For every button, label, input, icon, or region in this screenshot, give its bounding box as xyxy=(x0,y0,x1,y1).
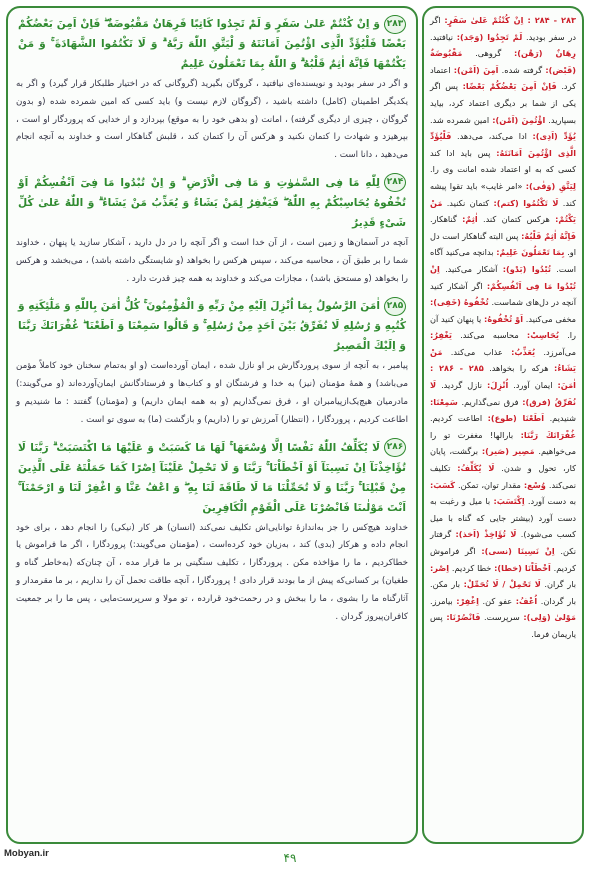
glossary-term: يَغْفِرُ: xyxy=(430,330,452,341)
glossary-term: فَاِنَّهُ اٰثِمٌ قَلْبُهُ: xyxy=(521,230,576,241)
verse-number-badge: ۲۸۶ xyxy=(384,438,406,457)
verse-translation: خداوند هیچ‌کس را جز به‌اندازهٔ توانایی‌اش تکلیف نمی‌کند (انسان) هر کار (نیکی) را انجام دهد ، برای خود انجام داده و هرکار (بدی) کند ، به‌زیان خود کرده‌است ، (مؤمنان می‌گویند:) پروردگارا ، اگر ما فراموش یا خطاکردیم ، ما را مؤاخذه مکن . پروردگارا ، تکلیف سنگینی بر ما قرار مده ، آن چنان‌که (به‌خاطر گناه و طغیان) بر کسانی‌که پیش از ما بودند قرار دادی ! پروردگارا ، آنچه طاقت تحمل آن را نداریم ، بر ما مقرمدار و آثارگناه ما را بشوی ، ما را ببخش و در رحمت‌خود قرارده ، تو مولا و سرپرست‌مایی ، پس ما را بر جمعیت کافران‌پیروز گردان . xyxy=(16,522,408,622)
glossary-term: اِصْر: xyxy=(430,562,450,573)
glossary-term: سَمِعْنَا: xyxy=(430,396,458,407)
glossary-term: مَقْبُوضَةٌ (قَبْض): xyxy=(430,48,576,75)
glossary-term: اُنْزِلَ: xyxy=(486,380,509,391)
glossary-term: رِهَانٌ (رَهْن): xyxy=(514,48,576,59)
glossary-term: يُحَاسِبْ: xyxy=(526,330,559,341)
glossary-definition: پس اگر یکی از شما بر دیگری اعتماد کرد، بیاید بسپارید. xyxy=(430,81,576,125)
glossary-term: تُخْفُوهُ (خَفِى): xyxy=(430,297,489,308)
glossary-definition: آشکار می‌کنید. xyxy=(439,263,503,274)
glossary-term: اِنْ نَسِينَا (نسی): xyxy=(481,546,555,556)
glossary-definition: شنیدیم. xyxy=(544,413,576,424)
glossary-term: مَوْلىٰ (وَلِی): xyxy=(523,612,576,623)
glossary-term: اِغْفِرْ: xyxy=(456,595,479,606)
glossary-term: غُفْرَانَكَ رَبَّنَا: xyxy=(520,429,576,440)
glossary-term: وُسْع: xyxy=(523,479,546,490)
glossary-definition: برگشت، پایان کار، تحول و شدن. xyxy=(430,446,577,474)
glossary-definition: امین شمرده شد. xyxy=(430,114,493,125)
glossary-term: فَلْيُؤَدِّ الَّذِى اؤْتُمِنَ اَمَانَتَهُ: xyxy=(430,131,576,158)
glossary-term: فَاِنْ اَمِنَ بَعْضُكُمْ بَعْضًا: xyxy=(462,81,557,92)
arabic-verse xyxy=(14,171,410,233)
verse-number-badge: ۲۸۳ xyxy=(384,15,406,34)
glossary-text xyxy=(430,12,576,643)
arabic-verse-text: اٰمَنَ الرَّسُولُ بِمَا اُنْزِلَ اِلَيْهِ مِنْ رَبِّهِ وَ الْمُؤْمِنُونَ ۚ كُلٌّ اٰمَنَ بِاللّٰهِ وَ مَلٰٓئِكَتِهِ وَ كُتُبِهِ وَ رُسُلِهِ لَا نُفَرِّقُ بَيْنَ اَحَدٍ مِنْ رُسُلِهِ ۚ وَ قَالُوا سَمِعْنَا وَ اَطَعْنَا ۖ غُفْرَانَكَ رَبَّنَا وَ اِلَيْكَ الْمَصِيرُ xyxy=(18,300,406,353)
glossary-term: لَا تَكْتُمُوا (كتم): xyxy=(493,197,559,208)
glossary-definition: اگر فراموش کردیم. xyxy=(430,546,576,573)
glossary-term: اِكْتَسَبَ: xyxy=(493,496,525,507)
glossary-definition: فرق نمی‌گذاریم. xyxy=(457,396,523,407)
glossary-definition: پس البته گناهکار است دل او. xyxy=(430,230,576,258)
glossary-term: اَخْطَاْنَا (خطا): xyxy=(494,562,551,573)
glossary-definition: اگر در سفر بودید. xyxy=(430,15,576,42)
glossary-definition: ایمان آورد. xyxy=(508,380,558,391)
glossary-term: اٰثِمٌ: xyxy=(462,214,478,225)
glossary-definition: بار مکن. xyxy=(430,579,464,590)
glossary-definition: «امر غایب» باید تقوا پیشه کند. xyxy=(430,180,576,208)
glossary-definition: گرفته شده. xyxy=(498,64,546,75)
glossary-definition: مخفی می‌کنید. xyxy=(523,313,577,324)
glossary-definition: عذاب می‌کند. xyxy=(442,346,512,357)
verse-number-badge: ۲۸۴ xyxy=(384,173,406,192)
glossary-term: كَسَبَ: xyxy=(430,479,456,490)
glossary-definition: تکلیف نمی‌کند. xyxy=(430,463,576,490)
glossary-term: يُؤَدِّ (اَدِی): xyxy=(532,131,577,142)
glossary-term: اِنْ تُبْدُوا مَا فِى اَنْفُسِكُمْ: xyxy=(430,263,576,291)
glossary-term: اُعْفُ: xyxy=(515,595,538,606)
glossary-definition: یا پنهان کنید آن را. xyxy=(430,313,576,341)
glossary-definition: به دست آورد. xyxy=(524,496,577,507)
glossary-definition: هرکس کتمان کند. xyxy=(477,214,556,225)
arabic-verse-text: وَ اِنْ كُنْتُمْ عَلىٰ سَفَرٍ وَ لَمْ تَجِدُوا كَاتِبًا فَرِهَانٌ مَقْبُوضَةٌ ۖ فَاِنْ اَمِنَ بَعْضُكُمْ بَعْضًا فَلْيُؤَدِّ الَّذِى اؤْتُمِنَ اَمَانَتَهُ وَ لْيَتَّقِ اللّٰهَ رَبَّهُ ۗ وَ لَا تَكْتُمُوا الشَّهَادَةَ ۚ وَ مَنْ يَكْتُمْهَا فَاِنَّهُ اٰثِمٌ قَلْبُهُ ۗ وَ اللّٰهُ بِمَا تَعْمَلُونَ عَلِيمٌ xyxy=(18,18,406,70)
glossary-term: فَانْصُرْنَا: xyxy=(446,612,481,623)
verse-number-badge: ۲۸۵ xyxy=(384,297,406,316)
glossary-definition: پس یاریمان فرما. xyxy=(430,612,576,639)
glossary-term: مَصِير (صَير): xyxy=(481,446,535,457)
glossary-definition: هرکه را بخواهد. xyxy=(483,363,555,374)
glossary-definition: بارالها! مغفرت تو را می‌خواهیم. xyxy=(430,429,576,457)
glossary-term: اَوْ تُخْفُوهُ: xyxy=(484,313,524,324)
glossary-definition: خطا کردیم. xyxy=(449,562,495,573)
glossary-definition: با میل و رغبت به دست آورد (بیشتر جایی که گناه با میل کسب می‌شود). xyxy=(430,496,576,540)
glossary-definition: اطاعت کردیم. xyxy=(430,413,488,424)
glossary-term: لَا تَحْمِلْ / لَا تُحَمِّلْ: xyxy=(463,579,541,590)
glossary-term: مَنْ يَشَاءُ: xyxy=(430,346,576,374)
glossary-definition: بدانچه می‌کنید آگاه است. xyxy=(430,247,576,274)
glossary-term: بِمَا تَعْمَلُونَ عَلِيمٌ: xyxy=(496,247,565,258)
glossary-term: لَا تُؤَاخِذْ (اَخذ): xyxy=(455,529,517,540)
glossary-term: مَنْ يَكْتُمْ: xyxy=(430,197,576,225)
glossary-definition: اگر آشکار کنید آنچه در دل‌های شماست. xyxy=(430,280,576,308)
glossary-definition: گروهی. xyxy=(462,48,514,59)
glossary-term: تُبْدُوا (بَدْو): xyxy=(502,263,551,274)
glossary-term: لَمْ تَجِدُوا (وَجَد): xyxy=(456,31,523,42)
glossary-definition: بار گران. xyxy=(540,579,576,590)
page-number: ۴۹ xyxy=(283,851,297,865)
site-watermark[interactable]: Mobyan.ir xyxy=(4,848,49,859)
glossary-definition: گناهکار. xyxy=(430,214,463,225)
glossary-definition: مقدار توان، تمکن. xyxy=(455,479,524,490)
main-text-panel xyxy=(6,6,418,844)
arabic-verse xyxy=(14,12,410,74)
verses-container xyxy=(8,12,416,626)
glossary-verse-range: ۲۸۵ - ۲۸۶ : xyxy=(430,363,484,374)
glossary-term: لَا نُفَرِّقُ (فرق): xyxy=(430,380,576,407)
glossary-definition: عفو کن. xyxy=(478,595,516,606)
arabic-verse xyxy=(14,294,410,356)
glossary-definition: نیافتید. xyxy=(430,31,457,42)
arabic-verse-text: لَا يُكَلِّفُ اللّٰهُ نَفْسًا اِلَّا وُسْعَهَا ۚ لَهَا مَا كَسَبَتْ وَ عَلَيْهَا مَا اكْتَسَبَتْ ۗ رَبَّنَا لَا تُؤَاخِذْنَآ اِنْ نَسِينَآ اَوْ اَخْطَاْنَا ۚ رَبَّنَا وَ لَا تَحْمِلْ عَلَيْنَآ اِصْرًا كَمَا حَمَلْتَهُ عَلَى الَّذِينَ مِنْ قَبْلِنَا ۚ رَبَّنَا وَ لَا تُحَمِّلْنَا مَا لَا طَاقَةَ لَنَا بِهِ ۖ وَ اعْفُ عَنَّا وَ اغْفِرْ لَنَا وَ ارْحَمْنَآ ۚ اَنْتَ مَوْلٰىنَا فَانْصُرْنَا عَلَى الْقَوْمِ الْكَافِرِينَ xyxy=(18,441,406,514)
glossary-term: اٰمَنَ: xyxy=(557,380,576,391)
glossary-definition: بیامرز. xyxy=(430,595,457,606)
glossary-definition: پس باید ادا کند کسی که به او اعتماد شده امانت وی را. xyxy=(430,147,576,175)
glossary-term: اَطَعْنَا (طوع): xyxy=(487,413,545,424)
glossary-definition: ادا می‌کند، می‌دهد. xyxy=(451,131,533,142)
glossary-term: يُعَذِّبُ: xyxy=(511,346,536,357)
glossary-definition: کتمان نکنید. xyxy=(442,197,494,208)
glossary-definition: محاسبه می‌کند. xyxy=(451,330,527,341)
glossary-term: اَمِنَ (اَمْن): xyxy=(453,64,499,75)
glossary-definition: سرپرست. xyxy=(480,612,524,623)
arabic-verse-text: لِلّٰهِ مَا فِى السَّمٰوٰتِ وَ مَا فِى الْاَرْضِ ۗ وَ اِنْ تُبْدُوا مَا فِىٓ اَنْفُسِكُمْ اَوْ تُخْفُوهُ يُحَاسِبْكُمْ بِهِ اللّٰهُ ۖ فَيَغْفِرُ لِمَنْ يَشَاءُ وَ يُعَذِّبُ مَنْ يَشَاءُ ۗ وَ اللّٰهُ عَلىٰ كُلِّ شَىْءٍ قَدِيرٌ xyxy=(18,176,406,229)
glossary-definition: نازل گردید. xyxy=(436,380,487,391)
arabic-verse xyxy=(14,436,410,518)
glossary-term: اؤْتُمِنَ (اَمْن): xyxy=(492,114,546,125)
glossary-definition: می‌آمرزد. xyxy=(535,346,576,357)
glossary-verse-range: ۲۸۳ - ۲۸۴ : xyxy=(523,15,577,25)
glossary-definition: بار گردان. xyxy=(537,595,576,606)
glossary-panel xyxy=(422,6,584,844)
verse-translation: آنچه در آسمان‌ها و زمین است ، از آن خدا است و اگر آنچه را در دل دارید ، آشکار سازید یا پنهان ، خداوند شما را بر طبق آن ، محاسبه می‌کند ، سپس هرکس را بخواهد (و شایستگی داشته باشد) ، می‌بخشد و هرکس را بخواهد (و مستحق باشد) ، مجازات می‌کند و خداوند به همه چیز قدرت دارد . xyxy=(16,237,408,284)
glossary-term: لِيَتَّقِ (وَقٰی): xyxy=(525,180,576,191)
glossary-definition: اعتماد کرد. xyxy=(430,64,576,92)
verse-translation: پیامبر ، به آنچه از سوی پروردگارش بر او نازل شده ، ایمان آورده‌است (و او به‌تمام سخنان خود کاملاً مؤمن می‌باشد) و همهٔ مؤمنان (نیز) به خدا و فرشتگان او و کتاب‌ها و فرستادگانش ایمان‌آورده‌اند (و می‌گویند:) ما‌درمیان هیچ‌یک‌ازپیامبران او ، فرق نمی‌گذاریم (و به همه ایمان داریم) و (مؤمنان) گفتند : ما شنیدیم و اطاعت کردیم ، پروردگارا ، (انتظار) آمرزش تو را (داریم) و بازگشت (ما) به سوی تو است . xyxy=(16,361,408,425)
glossary-term: اِنْ كُنْتُمْ عَلىٰ سَفَرٍ: xyxy=(444,15,524,25)
glossary-term: لَا يُكَلِّفُ: xyxy=(457,463,495,474)
verse-translation: و اگر در سفر بودید و نویسنده‌ای نیافتید ، گروگان بگیرید (گروگانی که در اختیار طلبکار قرار گیرد) و اگر به یکدیگر اطمینان (کامل) داشته باشید ، (گروگان لازم نیست و) باید کسی که امین شمرده شده (و بدون گروگان ، چیزی از دیگری گرفته) ، امانت (و بدهی خود را به موقع) بپردازد و از خدایی که پروردگار او است ، بپرهیزد و شهادت را کتمان نکنید و هرکس آن را کتمان کند ، قلبش گناهکار است و خداوند به آنچه انجام می‌دهید ، دانا است . xyxy=(16,79,408,161)
glossary-definition: گرفتار نکن. xyxy=(430,529,576,556)
